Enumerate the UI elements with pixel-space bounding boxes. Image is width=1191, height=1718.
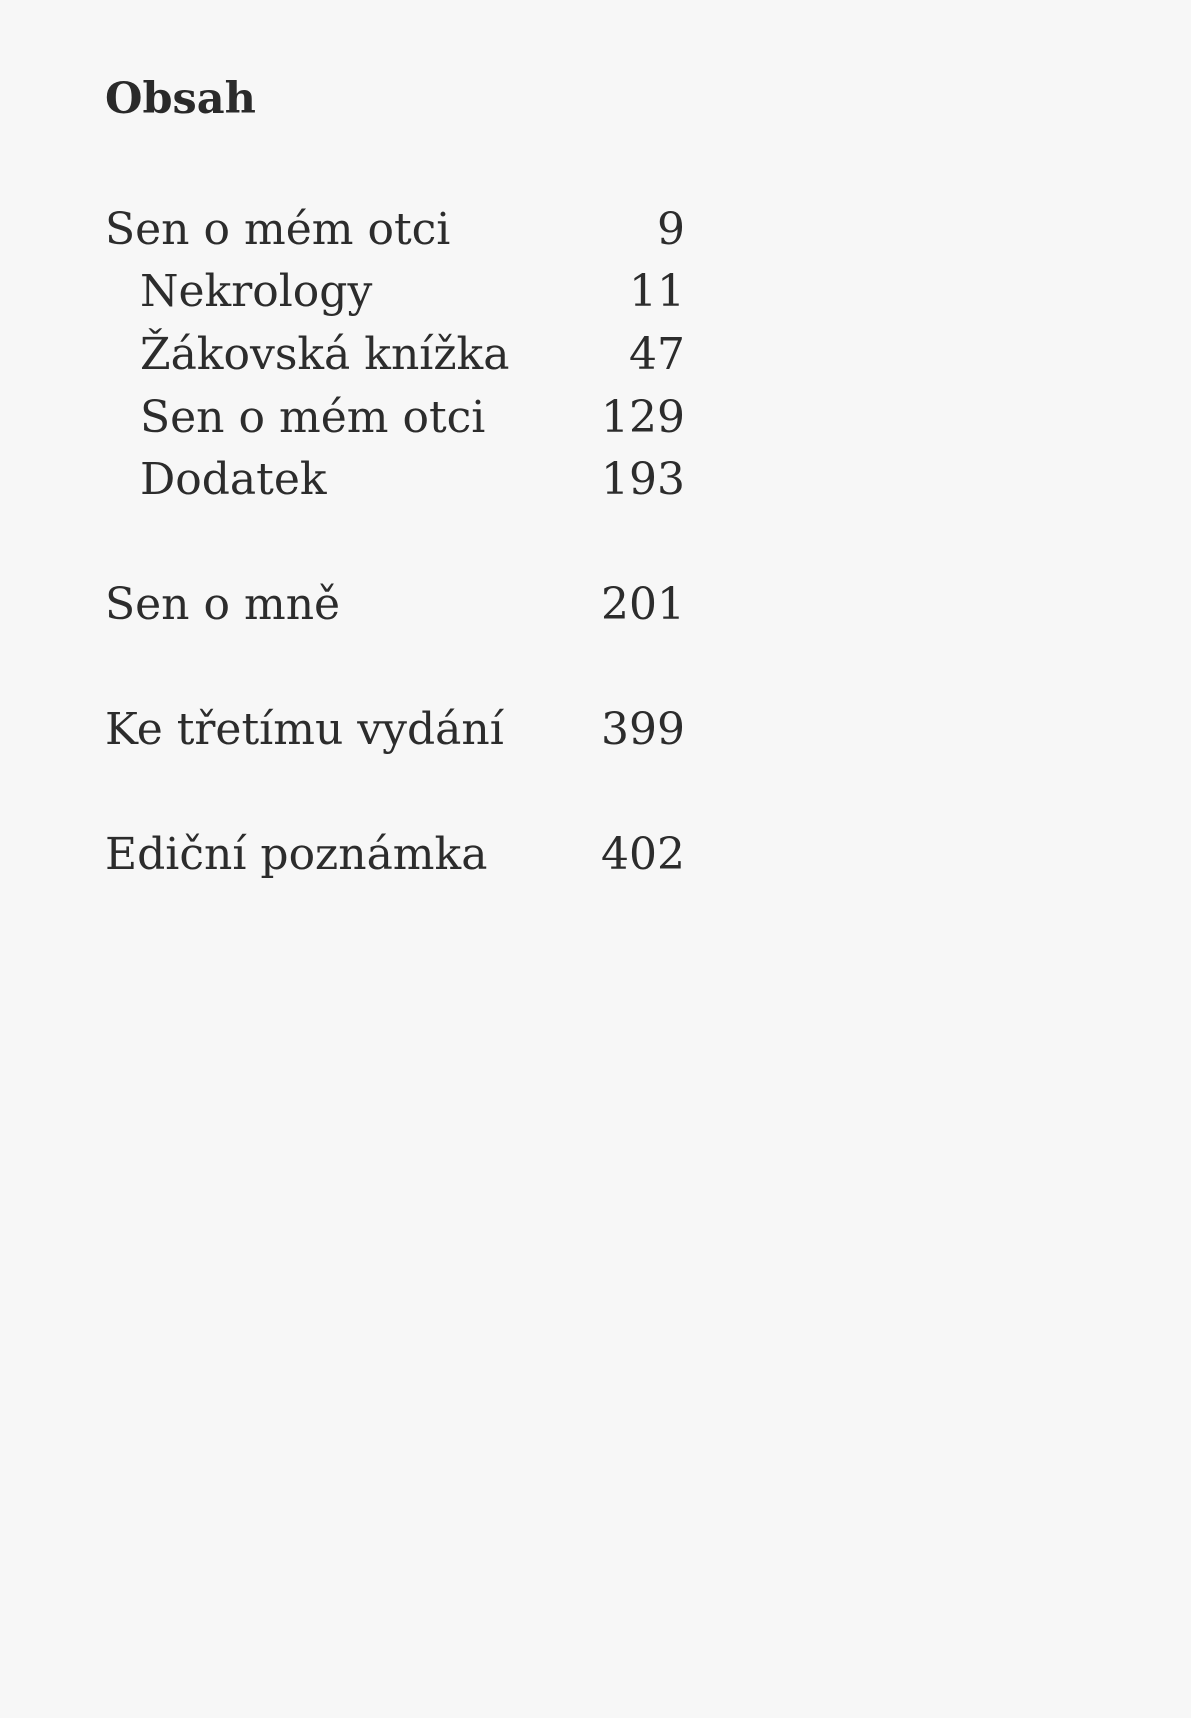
toc-subentry (105, 390, 685, 446)
toc-heading: Obsah (105, 74, 256, 124)
toc-entry (105, 202, 685, 258)
toc-entry-title: Sen o mém otci (140, 392, 486, 443)
toc-subentry (105, 264, 685, 320)
toc-entry-title: Sen o mém otci (105, 204, 451, 255)
toc-entry-title: Ke třetímu vydání (105, 704, 504, 755)
toc-entry (105, 702, 685, 758)
toc-entry-title: Dodatek (140, 454, 327, 505)
toc-entry-page: 201 (601, 579, 685, 630)
table-of-contents (105, 0, 685, 900)
toc-subentry (105, 327, 685, 383)
toc-entry-title: Žákovská knížka (140, 329, 510, 380)
toc-entry-page: 193 (601, 454, 685, 505)
toc-entry (105, 577, 685, 633)
toc-entry-title: Sen o mně (105, 579, 341, 630)
toc-entry-title: Nekrology (140, 266, 373, 317)
toc-entry-page: 47 (629, 329, 685, 380)
toc-entry-page: 399 (601, 704, 685, 755)
toc-entry-page: 11 (629, 266, 685, 317)
toc-entry (105, 827, 685, 883)
toc-entry-page: 129 (601, 392, 685, 443)
toc-entry-title: Ediční poznámka (105, 829, 488, 880)
toc-entry-page: 402 (601, 829, 685, 880)
toc-subentry (105, 452, 685, 508)
toc-entry-page: 9 (657, 204, 685, 255)
